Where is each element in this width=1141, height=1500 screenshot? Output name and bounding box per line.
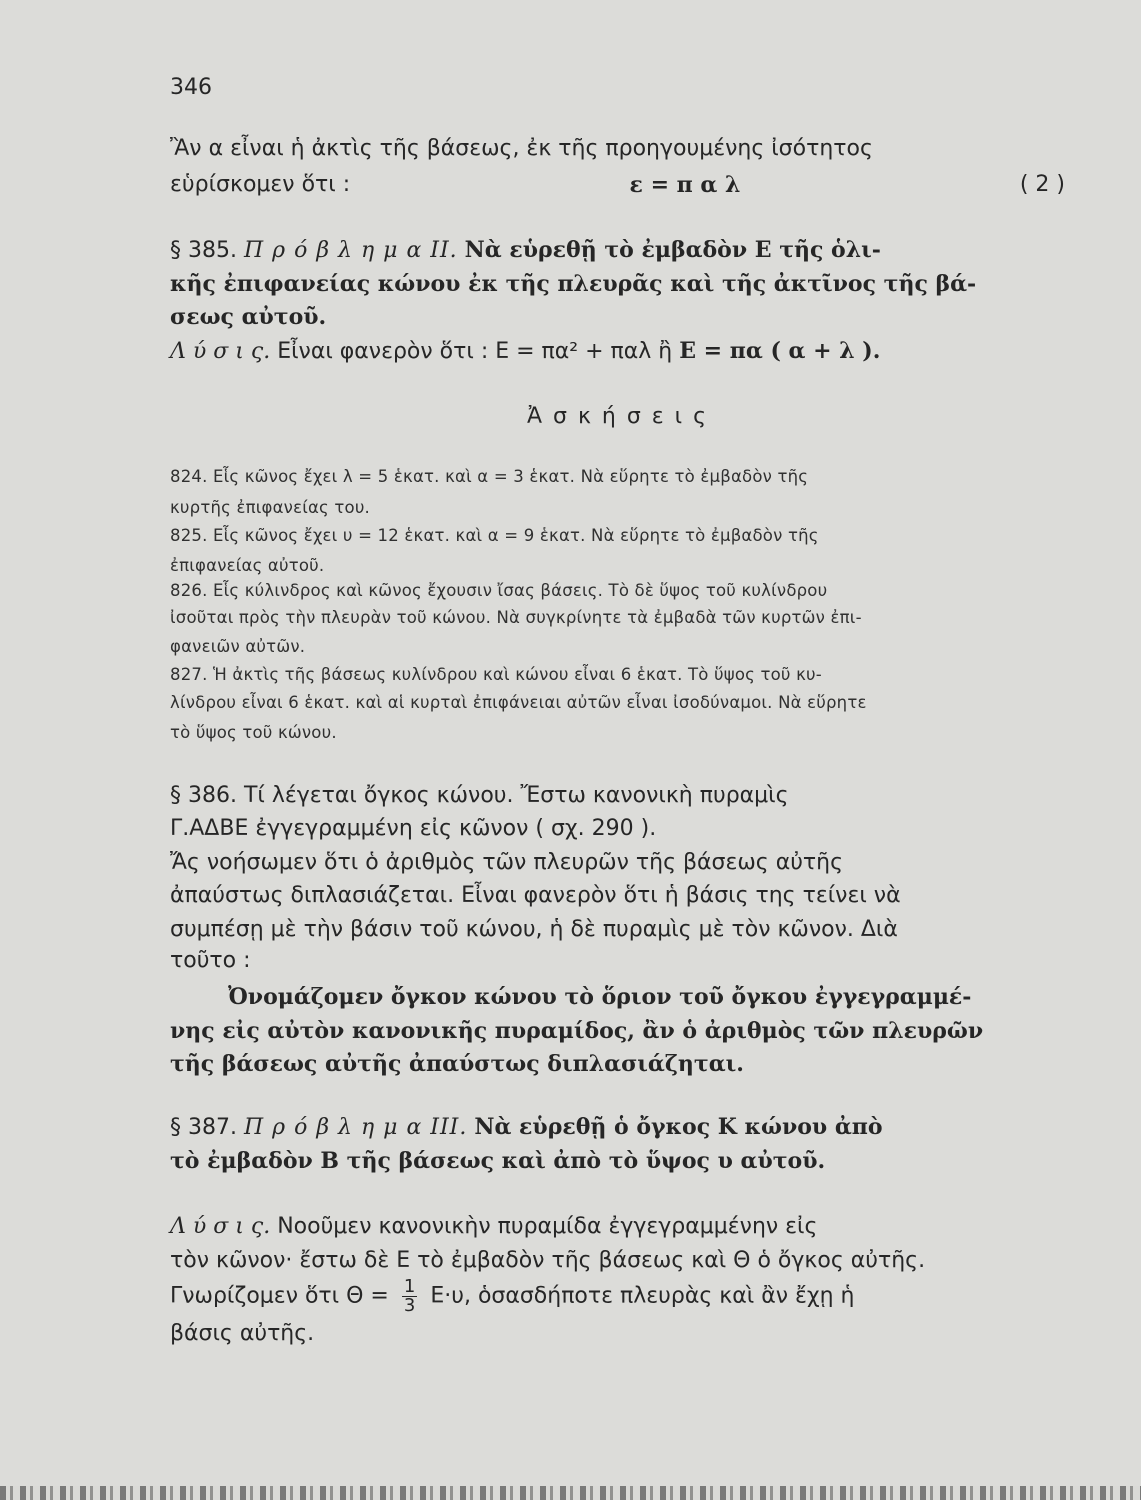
solution-line xyxy=(170,337,1065,366)
definition: Ὀνομάζομεν ὄγκον κώνου τὸ ὅριον τοῦ ὄγκου ἐγγεγραμμέ- xyxy=(228,984,972,1010)
problem-label: Π ρ ό β λ η μ α II. xyxy=(243,238,458,263)
definition: νης εἰς αὐτὸν κανονικῆς πυραμίδος, ἂν ὁ ἀριθμὸς τῶν πλευρῶν xyxy=(170,1018,984,1044)
solution-label: Λ ύ σ ι ς. xyxy=(170,1214,271,1239)
equation-line xyxy=(170,171,1065,199)
text-fragment: Ε·υ, ὁσασδήποτε πλευρὰς καὶ ἂν ἔχῃ ἡ xyxy=(430,1283,855,1309)
problem-statement: κῆς ἐπιφανείας κώνου ἐκ τῆς πλευρᾶς καὶ τῆς ἀκτῖνος τῆς βά- xyxy=(170,271,977,297)
text-line: ἀπαύστως διπλασιάζεται. Εἶναι φανερὸν ὅτι ἡ βάσις της τείνει νὰ xyxy=(170,883,901,908)
text-line: βάσις αὐτῆς. xyxy=(170,1321,315,1346)
definition: τῆς βάσεως αὐτῆς ἀπαύστως διπλασιάζηται. xyxy=(170,1051,744,1077)
text-line: Ἄς νοήσωμεν ὅτι ὁ ἀριθμὸς τῶν πλευρῶν τῆς βάσεως αὐτῆς xyxy=(170,850,844,875)
exercise-826: 826. Εἷς κύλινδρος καὶ κῶνος ἔχουσιν ἴσας βάσεις. Τὸ δὲ ὕψος τοῦ κυλίνδρου xyxy=(170,581,828,600)
text-line: τοῦτο : xyxy=(170,948,251,973)
solution-text: Εἶναι φανερὸν ὅτι : Ε = πα² + παλ ἢ xyxy=(277,339,673,364)
fraction xyxy=(402,1278,417,1315)
page-number: 346 xyxy=(170,75,212,100)
equation-number: ( 2 ) xyxy=(1019,172,1065,197)
problem-statement: Νὰ εὑρεθῇ ὁ ὄγκος Κ κώνου ἀπὸ xyxy=(474,1114,883,1140)
exercise-824-cont: κυρτῆς ἐπιφανείας του. xyxy=(170,498,371,517)
exercise-827-cont: λίνδρου εἶναι 6 ἑκατ. καὶ αἱ κυρταὶ ἐπιφάνειαι αὐτῶν εἶναι ἰσοδύναμοι. Νὰ εὕρητε xyxy=(170,693,867,712)
problem-label: Π ρ ό β λ η μ α III. xyxy=(243,1115,468,1140)
fraction-numerator: 1 xyxy=(403,1276,416,1297)
exercise-826-cont: φανειῶν αὐτῶν. xyxy=(170,637,306,656)
formula-line xyxy=(170,1278,1065,1318)
exercises-title: Ἀ σ κ ή σ ε ι ς xyxy=(526,404,709,429)
solution-label: Λ ύ σ ι ς. xyxy=(170,339,271,364)
exercise-825: 825. Εἷς κῶνος ἔχει υ = 12 ἑκατ. καὶ α = 9 ἑκατ. Νὰ εὕρητε τὸ ἐμβαδὸν τῆς xyxy=(170,526,819,545)
exercise-827: 827. Ἡ ἀκτὶς τῆς βάσεως κυλίνδρου καὶ κώνου εἶναι 6 ἑκατ. Τὸ ὕψος τοῦ κυ- xyxy=(170,665,822,684)
text-line: συμπέσῃ μὲ τὴν βάσιν τοῦ κώνου, ἡ δὲ πυραμὶς μὲ τὸν κῶνον. Διὰ xyxy=(170,917,898,942)
exercise-826-cont: ἰσοῦται πρὸς τὴν πλευρὰν τοῦ κώνου. Νὰ συγκρίνητε τὰ ἐμβαδὰ τῶν κυρτῶν ἐπι- xyxy=(170,608,862,627)
text-line: Γ.ΑΔΒΕ ἐγγεγραμμένη εἰς κῶνον ( σχ. 290 ). xyxy=(170,816,657,841)
text-fragment: εὑρίσκομεν ὅτι : xyxy=(170,172,351,197)
fraction-denominator: 3 xyxy=(403,1295,416,1316)
problem-statement: σεως αὐτοῦ. xyxy=(170,304,327,330)
section-number: § 385. xyxy=(170,238,237,263)
text-line: Ἂν α εἶναι ἡ ἀκτὶς τῆς βάσεως, ἐκ τῆς προηγουμένης ἰσότητος xyxy=(170,136,873,161)
exercise-825-cont: ἐπιφανείας αὐτοῦ. xyxy=(170,556,325,575)
equation-2: ε = π α λ xyxy=(629,172,741,198)
problem-statement: τὸ ἐμβαδὸν Β τῆς βάσεως καὶ ἀπὸ τὸ ὕψος υ αὐτοῦ. xyxy=(170,1148,826,1174)
solution-line xyxy=(170,1213,1065,1241)
section-number: § 387. xyxy=(170,1115,237,1140)
section-387-heading xyxy=(170,1113,1065,1142)
text-fragment: Γνωρίζομεν ὅτι Θ = xyxy=(170,1283,389,1309)
exercise-824: 824. Εἷς κῶνος ἔχει λ = 5 ἑκατ. καὶ α = 3 ἑκατ. Νὰ εὕρητε τὸ ἐμβαδὸν τῆς xyxy=(170,467,809,486)
solution-text: Νοοῦμεν κανονικὴν πυραμίδα ἐγγεγραμμένην εἰς xyxy=(277,1214,818,1239)
text-line: τὸν κῶνον· ἔστω δὲ Ε τὸ ἐμβαδὸν τῆς βάσεως καὶ Θ ὁ ὄγκος αὐτῆς. xyxy=(170,1248,926,1273)
solution-formula: Ε = πα ( α + λ ). xyxy=(679,338,881,364)
section-386-heading: § 386. Τί λέγεται ὄγκος κώνου. Ἔστω κανονικὴ πυραμὶς xyxy=(170,783,789,808)
section-385-heading xyxy=(170,236,1065,265)
scan-edge xyxy=(0,1486,1141,1500)
problem-statement: Νὰ εὑρεθῇ τὸ ἐμβαδὸν Ε τῆς ὁλι- xyxy=(464,237,881,263)
exercise-827-cont: τὸ ὕψος τοῦ κώνου. xyxy=(170,723,337,742)
